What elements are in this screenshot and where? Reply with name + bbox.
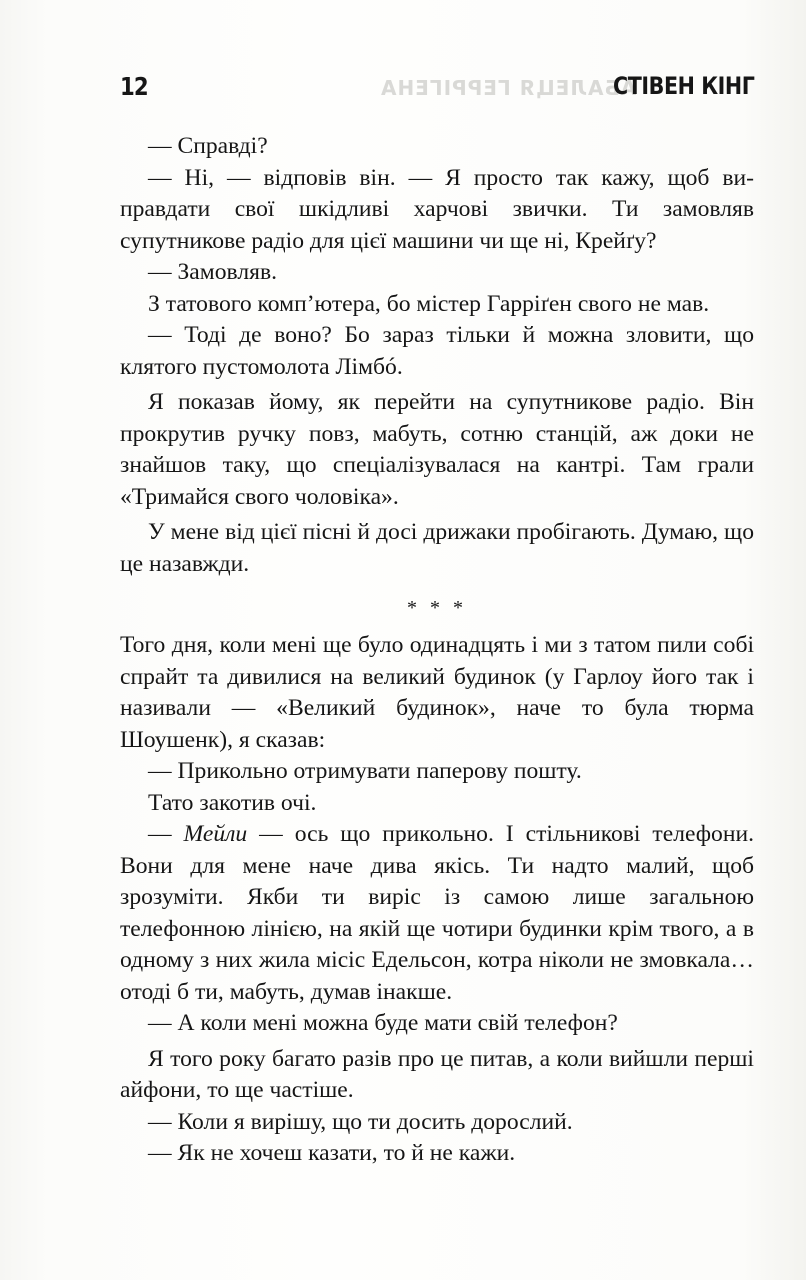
paragraph: Я показав йому, як перейти на супутникове радіо. Він прокрутив ручку повз, мабуть, сотню станцій, аж доки не знайшов таку, що спеціалізувалася на кантрі. Там грали «Тримайся свого чоловіка». [120, 389, 754, 510]
paragraph: З татового комп’ютера, бо містер Гарріґен свого не мав. [148, 290, 710, 317]
italic-word: Мейли [183, 821, 248, 847]
section-break: * * * [407, 597, 467, 619]
body-text [120, 131, 754, 1170]
dialogue-dash: — [148, 821, 184, 847]
paragraph: — Як не хочеш казати, то й не кажи. [148, 1140, 516, 1166]
paragraph: — Ні, — відповів він. — Я просто так кажу, щоб виправдати свої шкідливі харчові звички. Ти замовляв супутникове радіо для цієї машини чи ще ні, Крейґу? [120, 164, 754, 254]
running-head-author: СТІВЕН КІНГ [612, 72, 754, 100]
paragraph: Того дня, коли мені ще було одинадцять і ми з татом пили собі спрайт та дивилися на великий будинок (у Гарлоу його так і називали — «Великий будинок», наче то була тюрма Шоушенк), я сказав: [120, 632, 754, 753]
paragraph: Тато закотив очі. [148, 789, 317, 816]
paragraph-with-italic [120, 819, 754, 1008]
paragraph: Я того року багато разів про це питав, а коли вийшли перші айфони, то ще частіше. [120, 1045, 754, 1103]
paragraph: — Прикольно отримувати паперову пошту. [148, 758, 582, 784]
page-header [120, 72, 754, 108]
paragraph: — Замовляв. [148, 259, 278, 285]
paragraph: — Тоді де воно? Бо зараз тільки й можна зловити, що клятого пустомолота Лімбó. [120, 322, 754, 380]
bleed-through-text: АБАЛЕЦЯ ГЕРРІГЕНА [379, 76, 636, 100]
paragraph: — Коли я вирішу, що ти досить дорослий. [148, 1108, 573, 1135]
paragraph: — Справді? [148, 133, 268, 159]
paragraph: — А коли мені можна буде мати свій телефон? [148, 1010, 618, 1036]
paragraph-rest: — ось що прикольно. І стільникові телефони. Вони для мене наче дива якісь. Ти надто малий, щоб зрозуміти. Якби ти виріс із самою лише загальною телефонною лінією, на якій ще чотири будинки крім твого, а в одному з них жила місіс Едельсон, котра ніколи не змовкала… отоді б ти, мабуть, думав інакше. [120, 821, 754, 1005]
paragraph: У мене від цієї пісні й досі дрижаки пробігають. Думаю, що це назавжди. [120, 519, 754, 577]
page-number: 12 [120, 72, 148, 101]
